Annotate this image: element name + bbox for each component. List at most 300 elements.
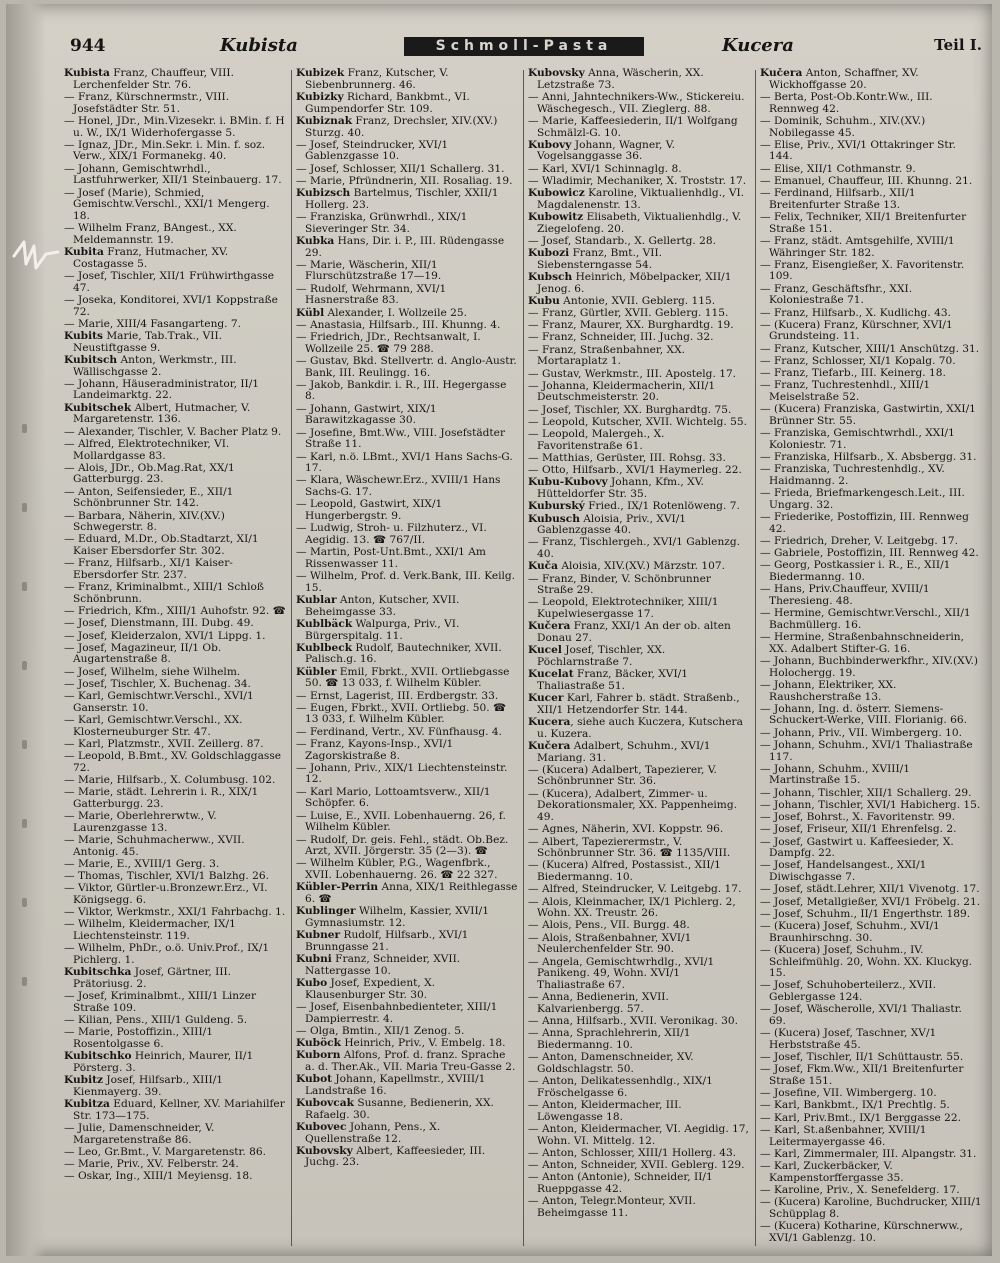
directory-entry (296, 164, 518, 176)
page-header (70, 34, 984, 58)
entry-text: — Johann, Gastwirt, XIX/1 Barawitzkagasse 30. (296, 402, 437, 427)
directory-entry (64, 331, 286, 354)
directory-entry (528, 1076, 750, 1099)
directory-entry (760, 404, 982, 427)
entry-text: — Alfred, Elektrotechniker, VI. Mollardgasse 83. (64, 437, 230, 462)
directory-entry (528, 501, 750, 513)
column-divider (523, 70, 524, 1246)
directory-entry (760, 1064, 982, 1087)
entry-text: — Felix, Techniker, XII/1 Breitenfurter Straße 151. (760, 210, 967, 235)
directory-entry (64, 439, 286, 462)
entry-text: — Wilhelm, Kleidermacher, IX/1 Liechtensteinstr. 119. (64, 918, 236, 943)
directory-entry (296, 1146, 518, 1169)
entry-text: — Ferdinand, Hilfsarb., XII/1 Breitenfurter Straße 13. (760, 187, 916, 211)
directory-entry (760, 464, 982, 487)
entry-text: Johann, Pens., X. Quellenstraße 12. (305, 1120, 441, 1145)
surname: Kubni (296, 953, 332, 966)
entry-text: — Franz, Schneider, III. Juchg. 32. (528, 331, 714, 344)
entry-text: — Dominik, Schuhm., XIV.(XV.) Nobilegasse 45. (760, 114, 926, 139)
entry-text: Josef, Hilfsarb., XIII/1 Kienmayerg. 39. (73, 1074, 224, 1098)
directory-entry (760, 945, 982, 980)
entry-text: — Johann, Elektriker, XX. Raushcherstraße 13. (760, 678, 897, 703)
directory-entry (296, 1002, 518, 1025)
entry-text: — Josef, Bohrst., X. Favoritenstr. 99. (760, 811, 955, 824)
directory-entry (296, 140, 518, 163)
entry-text: — Alois, Straßenbahner, XVI/1 Neulerchenfelder Str. 90. (528, 931, 692, 956)
surname: Kubot (296, 1073, 333, 1086)
entry-text: — Agnes, Näherin, XVI. Koppstr. 96. (528, 823, 724, 836)
surname: Kubitsch (64, 353, 118, 366)
entry-text: — Josef, Magazineur, II/1 Ob. Augartenstraße 8. (64, 641, 222, 666)
entry-text: — Josef, Kriminalbmt., XIII/1 Linzer Straße 109. (64, 990, 257, 1014)
entry-text: — Karl, Bankbmt., IX/1 Prechtlg. 5. (760, 1099, 950, 1112)
directory-entry (760, 320, 982, 343)
entry-text: — Karl Mario, Lottoamtsverw., XII/1 Schöpfer. 6. (296, 785, 491, 810)
directory-entry (528, 272, 750, 295)
surname: Kuča (528, 560, 558, 573)
surname: Kuböck (296, 1036, 341, 1049)
entry-text: — Gabriele, Postoffizin, III. Rennweg 42. (760, 547, 979, 560)
column-4 (760, 68, 982, 1248)
directory-entry (296, 116, 518, 139)
directory-entry (296, 667, 518, 690)
entry-text: — Franziska, Tuchrestenhdlg., XV. Haidmanng. 2. (760, 463, 945, 487)
directory-entry (64, 534, 286, 557)
directory-entry (296, 727, 518, 739)
directory-entry (760, 860, 982, 883)
surname: Kucera (528, 715, 571, 728)
column-divider (755, 70, 756, 1246)
entry-text: — Klara, Wäschewr.Erz., XVIII/1 Hans Sachs-G. 17. (296, 474, 501, 499)
directory-entry (760, 921, 982, 944)
entry-text: — Kilian, Pens., XIII/1 Guldeng. 5. (64, 1014, 248, 1027)
entry-text: — Eugen, Fbrkt., XVII. Ortliebg. 50. ☎ 13 033, f. Wilhelm Kübler. (296, 701, 507, 726)
entry-text: — Johann, Tischler, XVI/1 Habicherg. 15. (760, 798, 981, 811)
directory-entry (760, 176, 982, 188)
directory-entry (528, 296, 750, 308)
directory-entry (760, 560, 982, 583)
directory-entry (760, 800, 982, 812)
entry-text: — Gustav, Werkmstr., III. Apostelg. 17. (528, 367, 737, 380)
directory-entry (760, 897, 982, 909)
entry-text: — Anton, Kleidermacher, VI. Aegidig. 17, Wohn. VI. Mittelg. 12. (528, 1122, 749, 1147)
surname: Kubitza (64, 1097, 110, 1110)
directory-entry (760, 1161, 982, 1184)
directory-entry (760, 488, 982, 511)
directory-entry (760, 608, 982, 631)
entry-text: — Friedrich, Dreher, V. Leitgebg. 17. (760, 534, 958, 547)
directory-entry (528, 320, 750, 332)
entry-text: — Marie, Hilfsarb., X. Columbusg. 102. (64, 773, 276, 786)
entry-text: — Marie, Priv., XV. Felberstr. 24. (64, 1157, 239, 1170)
directory-entry (64, 403, 286, 426)
entry-text: Wilhelm, Kassier, XVII/1 Gymnasiumstr. 12. (305, 905, 489, 929)
directory-entry (528, 621, 750, 644)
entry-text: — (Kucera) Alfred, Postassist., XII/1 Biedermanng. 10. (528, 859, 721, 884)
entry-text: Franz, Chauffeur, VIII. Lerchenfelder Str. 76. (73, 68, 234, 91)
surname: Kubowitz (528, 210, 584, 223)
directory-entry (528, 669, 750, 692)
directory-entry (528, 1016, 750, 1028)
entry-text: — Hermine, Gemischtwr.Verschl., XII/1 Bachmüllerg. 16. (760, 607, 971, 631)
entry-text: — Angela, Gemischtwrhdlg., XVI/1 Panikeng. 49, Wohn. XVI/1 Thaliastraße 67. (528, 955, 715, 991)
surname: Kubitz (64, 1074, 104, 1087)
directory-entry (760, 728, 982, 740)
directory-entry (296, 643, 518, 666)
entry-text: — Albert, Tapezierermstr., V. Schönbrunner Str. 36. ☎ 1135/VIII. (528, 835, 731, 860)
entry-text: — Oskar, Ing., XIII/1 Meyiensg. 18. (64, 1170, 253, 1183)
entry-text: — Johann, Schuhm., XVI/1 Thaliastraße 117. (760, 738, 973, 763)
entry-text: Heinrich, Priv., V. Embelg. 18. (340, 1036, 506, 1049)
directory-entry (528, 860, 750, 883)
surname: Kubovec (296, 1120, 347, 1133)
entry-text: — Josef, Tischler, X. Buchenag. 34. (64, 677, 251, 690)
directory-entry (64, 271, 286, 294)
directory-entry (296, 1098, 518, 1121)
entry-text: — Barbara, Näherin, XIV.(XV.) Schwegerstr. 8. (64, 509, 225, 534)
entry-text: — Josef, Kleiderzalon, XVI/1 Lippg. 1. (64, 629, 266, 642)
directory-entry (528, 140, 750, 163)
entry-text: — Marie, Oberlehrerwtw., V. Laurenzgasse 13. (64, 810, 217, 834)
surname: Kubusch (528, 512, 580, 525)
entry-text: Hans, Dir. i. P., III. Rüdengasse 29. (305, 234, 505, 259)
column-3 (528, 68, 750, 1248)
directory-entry (64, 1027, 286, 1050)
directory-entry (760, 980, 982, 1003)
directory-entry (528, 188, 750, 211)
entry-text: Alexander, I. Wollzeile 25. (324, 306, 467, 319)
part-label: Teil I. (934, 36, 982, 54)
entry-text: Albert, Hutmacher, V. Margaretenstr. 136. (73, 401, 251, 426)
entry-text: Anna, XIX/1 Reithlegasse 6. ☎ (305, 881, 518, 906)
directory-entry (760, 368, 982, 380)
directory-entry (760, 428, 982, 451)
directory-entry (296, 68, 518, 91)
entry-text: — Ferdinand, Vertr., XV. Fünfhausg. 4. (296, 725, 502, 738)
directory-entry (528, 405, 750, 417)
directory-entry (296, 978, 518, 1001)
directory-entry (528, 645, 750, 668)
directory-entry (296, 188, 518, 211)
entry-text: — Josef, Tischler, XII/1 Frühwirthgasse 47. (64, 269, 274, 294)
surname: Kubista (64, 68, 110, 79)
directory-entry (760, 68, 982, 91)
surname: Kubita (64, 246, 104, 259)
directory-entry (296, 1122, 518, 1145)
entry-text: — Josef, Friseur, XII/1 Ehrenfelsg. 2. (760, 823, 957, 836)
directory-entry (64, 427, 286, 439)
entry-text: — Leopold, Kutscher, XVII. Wichtelg. 55. (528, 415, 747, 428)
entry-text: — Johann, Ing. d. österr. Siemens-Schuckert-Werke, VIII. Florianig. 66. (760, 702, 967, 727)
entry-text: — Karl, Zuckerbäcker, V. Kampenstorffergasse 35. (760, 1159, 904, 1184)
entry-text: — Georg, Postkassier i. R., E., XII/1 Biedermanng. 10. (760, 559, 951, 584)
entry-text: — Johann, Schuhm., XVIII/1 Martinstraße 15. (760, 762, 910, 787)
entry-text: — Marie, städt. Lehrerin i. R., XIX/1 Gatterburgg. 23. (64, 786, 259, 810)
surname: Kubitschek (64, 401, 132, 414)
entry-text: — Marie, Schuhmacherww., XVII. Antonig. 45. (64, 834, 245, 858)
surname: Kublbäck (296, 617, 353, 630)
directory-entry (64, 223, 286, 246)
directory-entry (760, 116, 982, 139)
entry-text: Franz, XXI/1 An der ob. alten Donau 27. (537, 620, 731, 645)
entry-text: — Jakob, Bankdir. i. R., III. Hegergasse 8. (296, 378, 507, 403)
entry-text: Karl, Fahrer b. städt. Straßenb., XII/1 Hetzendorfer Str. 144. (537, 692, 740, 716)
directory-entry (64, 558, 286, 581)
directory-entry (760, 740, 982, 763)
entry-text: — Anton, Seifensieder, E., XII/1 Schönbrunner Str. 142. (64, 485, 234, 510)
surname: Kubovsky (528, 68, 585, 79)
entry-text: — Franz, Eisengießer, X. Favoritenstr. 109. (760, 258, 965, 283)
directory-entry (760, 92, 982, 115)
entry-text: Emil, Fbrkt., XVII. Ortliebgasse 50. ☎ 13 033, f. Wilhelm Kübler. (305, 665, 510, 690)
entry-text: — Alois, Kleinmacher, IX/1 Pichlerg. 2, Wohn. XX. Treustr. 26. (528, 895, 736, 920)
directory-entry (528, 92, 750, 115)
directory-entry (760, 812, 982, 824)
entry-text: — Wilhelm, Prof. d. Verk.Bank, III. Keilg. 15. (296, 570, 516, 594)
entry-text: — Leopold, Malergeh., X. Favoritenstraße 61. (528, 428, 665, 452)
entry-text: Johann, Kfm., XV. Hütteldorfer Str. 35. (537, 476, 704, 501)
entry-text: — Wladimir, Mechaniker, X. Troststr. 17. (528, 174, 747, 187)
directory-entry (64, 859, 286, 871)
directory-entry (296, 1074, 518, 1097)
entry-text: — Anni, Jahntechnikers-Ww., Stickereiu. Wäschegesch., VII. Zieglerg. 88. (528, 90, 745, 115)
entry-text: — Anna, Hilfsarb., XVII. Veronikag. 30. (528, 1015, 738, 1028)
entry-text: — (Kucera) Josef, Taschner, XV/1 Herbststraße 45. (760, 1027, 937, 1051)
page-number: 944 (70, 36, 106, 56)
directory-entry (296, 787, 518, 810)
entry-text: — Marie, Postoffizin., XIII/1 Rosentolgasse 6. (64, 1026, 213, 1050)
directory-entry (296, 523, 518, 546)
entry-text: — Josef, Gastwirt u. Kaffeesieder, X. Dampfg. 22. (760, 835, 954, 860)
surname: Kubits (64, 329, 103, 342)
directory-entry (64, 1171, 286, 1183)
directory-entry (296, 595, 518, 618)
directory-entry (528, 212, 750, 235)
directory-entry (760, 356, 982, 368)
directory-entry (64, 1147, 286, 1159)
directory-entry (760, 837, 982, 860)
entry-text: — Ernst, Lagerist, III. Erdbergstr. 33. (296, 689, 499, 702)
entry-text: — Wilhelm Kübler, P.G., Wagenfbrk., XVII. Lobenhauerng. 26. ☎ 22 327. (296, 857, 498, 882)
entry-text: — Friedrich, JDr., Rechtsanwalt, I. Wollzeile 25. ☎ 79 288. (296, 330, 481, 355)
entry-text: — Frieda, Briefmarkengesch.Leit., III. Ungarg. 32. (760, 487, 965, 511)
entry-text: Albert, Kaffeesieder, III. Juchg. 23. (305, 1144, 486, 1169)
entry-text: — Alois, Pens., VII. Burgg. 48. (528, 919, 690, 932)
entry-text: — Josef, Schuhm., II/1 Engerthstr. 189. (760, 907, 971, 920)
directory-entry (528, 465, 750, 477)
directory-entry (760, 788, 982, 800)
directory-entry (64, 775, 286, 787)
directory-entry (64, 871, 286, 883)
entry-text: — Johann, Gemischtwrhdl., Lastfuhrwerker, XII/1 Steinbauerg. 17. (64, 162, 282, 187)
directory-entry (760, 1028, 982, 1051)
entry-text: — Karl, Gemischtwr.Verschl., XX. Klosterneuburger Str. 47. (64, 713, 243, 738)
entry-text: — Alfred, Steindrucker, V. Leitgebg. 17. (528, 883, 742, 896)
directory-entry (760, 512, 982, 535)
entry-text: — Emanuel, Chauffeur, III. Khunng. 21. (760, 174, 973, 187)
directory-entry (528, 920, 750, 932)
surname: Kubovsky (296, 1144, 353, 1157)
directory-entry (760, 1197, 982, 1220)
entry-text: — Karl, XVI/1 Schinnaglg. 8. (528, 162, 682, 175)
directory-entry (760, 884, 982, 896)
surname: Kubka (296, 234, 335, 247)
entry-text: — Karl, Zimmermaler, III. Alpangstr. 31. (760, 1147, 977, 1160)
entry-text: Alfons, Prof. d. franz. Sprache a. d. Ther.Ak., VII. Maria Treu-Gasse 2. (305, 1049, 516, 1073)
directory-entry (64, 667, 286, 679)
directory-entry (760, 824, 982, 836)
directory-entry (528, 741, 750, 764)
entry-text: Josef, Tischler, XX. Pöchlarnstraße 7. (537, 644, 666, 668)
surname: Kubovy (528, 138, 572, 151)
entry-text: — Josef, Handelsangest., XXI/1 Diwischgasse 7. (760, 859, 927, 884)
directory-entry (296, 703, 518, 726)
entry-text: Fried., IX/1 Rotenlöweng. 7. (584, 500, 740, 513)
directory-entry (528, 477, 750, 500)
directory-entry (296, 236, 518, 259)
directory-entry (528, 308, 750, 320)
directory-entry (760, 236, 982, 259)
right-running-head: Kucera (722, 35, 794, 56)
directory-entry (528, 248, 750, 271)
directory-entry (296, 619, 518, 642)
entry-text: Aloisia, XIV.(XV.) Märzstr. 107. (558, 560, 726, 573)
entry-text: Anton, Werkmstr., III. Wällischgasse 2. (73, 353, 237, 378)
entry-text: — Anna, Sprachlehrerin, XII/1 Biedermanng. 10. (528, 1027, 691, 1051)
directory-entry (760, 1100, 982, 1112)
directory-entry (528, 236, 750, 248)
entry-text: — Viktor, Gürtler-u.Bronzewr.Erz., VI. Königsegg. 6. (64, 882, 268, 907)
entry-text: — Rudolf, Wehrmann, XVI/1 Hasnerstraße 83. (296, 282, 447, 307)
surname: Kuborn (296, 1049, 341, 1062)
surname: Kucer (528, 692, 564, 705)
directory-entry (296, 284, 518, 307)
entry-text: — Franz, Maurer, XX. Burghardtg. 19. (528, 319, 734, 332)
entry-text: — (Kucera) Josef, Schuhm., IV. Schleifmühlg. 20, Wohn. XX. Kluckyg. 15. (760, 943, 973, 980)
surname: Kübler-Perrin (296, 881, 379, 894)
entry-text: — Friedrich, Kfm., XIII/1 Auhofstr. 92. ☎ (64, 605, 286, 618)
surname: Kucel (528, 644, 562, 657)
entry-text: — Josef, Eisenbahnbedienteter, XIII/1 Dampierrestr. 4. (296, 1000, 498, 1025)
directory-entry (296, 858, 518, 881)
entry-text: — Anton, Schneider, XVII. Geblerg. 129. (528, 1158, 745, 1171)
directory-entry (64, 140, 286, 163)
directory-page (6, 4, 992, 1256)
entry-text: — (Kucera) Kotharine, Kürschnerww., XVI/1 Gablenzg. 10. (760, 1220, 963, 1244)
entry-text: Josef, Expedient, X. Klausenburger Str. 30. (305, 976, 436, 1001)
entry-text: — Anton, Schlosser, XIII/1 Hollerg. 43. (528, 1146, 737, 1159)
entry-text: — Martin, Post-Unt.Bmt., XXI/1 Am Rissenwasser 11. (296, 546, 486, 570)
entry-text: Aloisia, Priv., XVI/1 Gablenzgasse 40. (537, 512, 687, 537)
directory-entry (760, 164, 982, 176)
entry-text: — Franz, Kriminalbmt., XIII/1 Schloß Schönbrunn. (64, 581, 264, 605)
entry-text: — Josef, Tischler, II/1 Schüttaustr. 55. (760, 1051, 964, 1064)
entry-text: — Franz, Tischlergeh., XVI/1 Gablenzg. 40. (528, 536, 740, 561)
directory-entry (760, 380, 982, 403)
directory-entry (64, 606, 286, 618)
entry-text: — Josefine, Bmt.Ww., VIII. Josefstädter Straße 11. (296, 426, 506, 451)
surname: Kubovcak (296, 1096, 354, 1109)
entry-text: — Olga, Bmtin., XII/1 Zenog. 5. (296, 1024, 465, 1037)
directory-entry (760, 764, 982, 787)
directory-entry (760, 656, 982, 679)
directory-entry (528, 597, 750, 620)
directory-entry (760, 212, 982, 235)
directory-entry (528, 514, 750, 537)
entry-text: Marie, Tab.Trak., VII. Neustiftgasse 9. (73, 329, 223, 354)
surname: Kuburský (528, 500, 585, 513)
directory-entry (64, 1123, 286, 1146)
entry-text: — Luise, E., XVII. Lobenhauerng. 26, f. Wilhelm Kübler. (296, 809, 506, 834)
directory-entry (296, 571, 518, 594)
directory-entry (64, 188, 286, 223)
surname: Kübler (296, 665, 337, 678)
directory-entry (64, 247, 286, 270)
directory-entry (296, 475, 518, 498)
directory-entry (528, 1196, 750, 1219)
margin-spots (18, 424, 34, 1124)
surname: Kubizsch (296, 187, 351, 200)
entry-text: Franz, Bmt., VII. Siebensterngasse 54. (537, 247, 663, 271)
directory-entry (760, 1052, 982, 1064)
directory-entry (296, 906, 518, 929)
directory-entry (528, 957, 750, 992)
entry-text: — Josef, Dienstmann, III. Dubg. 49. (64, 617, 254, 630)
entry-text: Bartelmus, Tischler, XXII/1 Hollerg. 23. (305, 187, 499, 211)
entry-text: — Franz, Kürschnermstr., VIII. Josefstädter Str. 51. (64, 90, 230, 115)
entry-text: — Julie, Damenschneider, V. Margaretenstraße 86. (64, 1121, 215, 1146)
entry-text: — Johann, Tischler, XII/1 Schallerg. 29. (760, 786, 972, 799)
directory-entry (760, 140, 982, 163)
entry-text: — Franz, städt. Amtsgehilfe, XVIII/1 Währinger Str. 182. (760, 234, 955, 259)
entry-text: — Franz, Straßenbahner, XX. Mortaraplatz 1. (528, 343, 685, 368)
entry-text: — Franz, Kutscher, XIII/1 Anschützg. 31. (760, 342, 980, 355)
entry-text: — Josef, Wäscherolle, XVI/1 Thaliastr. 69. (760, 1003, 962, 1028)
entry-text: — Eduard, M.Dr., Ob.Stadtarzt, XI/1 Kaiser Ebersdorfer Str. 302. (64, 533, 259, 558)
directory-entry (64, 92, 286, 115)
entry-text: — Karl, St.aßenbahner, XVIII/1 Leitermayergasse 46. (760, 1123, 927, 1148)
directory-entry (296, 92, 518, 115)
directory-entry (64, 811, 286, 834)
directory-entry (528, 837, 750, 860)
entry-text: — Josef, Steindrucker, XVI/1 Gablenzgasse 10. (296, 138, 449, 163)
entry-text: — Anastasia, Hilfsarb., III. Khunng. 4. (296, 318, 501, 331)
surname: Kublinger (296, 905, 356, 918)
directory-entry (64, 787, 286, 810)
entry-text: — Gustav, Bkd. Stellvertr. d. Anglo-Austr. Bank, III. Reulingg. 16. (296, 354, 517, 379)
entry-text: — Franz, Schlosser, XI/1 Kopalg. 70. (760, 354, 956, 367)
entry-text: — Franz, Tiefarb., III. Keinerg. 18. (760, 367, 946, 380)
directory-entry (528, 992, 750, 1015)
entry-text: — Josef, städt.Lehrer, XII/1 Vivenotg. 17. (760, 883, 980, 896)
surname: Kubo (296, 976, 328, 989)
directory-entry (64, 68, 286, 91)
entry-text: Josef, Gärtner, III. Prätoriusg. 2. (73, 966, 232, 990)
directory-entry (528, 369, 750, 381)
entry-text: — Johann, Priv., VII. Wimbergerg. 10. (760, 726, 962, 739)
directory-entry (528, 1028, 750, 1051)
entry-text: , siehe auch Kuczera, Kutschera u. Kuzera. (537, 715, 743, 740)
directory-entry (64, 487, 286, 510)
directory-entry (528, 693, 750, 716)
directory-entry (296, 308, 518, 320)
entry-text: — Hermine, Straßenbahnschneiderin, XX. Adalbert Stifter-G. 16. (760, 631, 964, 655)
entry-text: Rudolf, Hilfsarb., XVI/1 Brunngasse 21. (305, 929, 469, 953)
directory-entry (528, 164, 750, 176)
directory-entry (64, 1051, 286, 1074)
entry-text: — Rudolf, Dr. geis. Fehl., städt. Ob.Bez. Arzt, XVII. Jörgerstr. 35 (2—3). ☎ (296, 833, 509, 858)
directory-entry (528, 561, 750, 573)
